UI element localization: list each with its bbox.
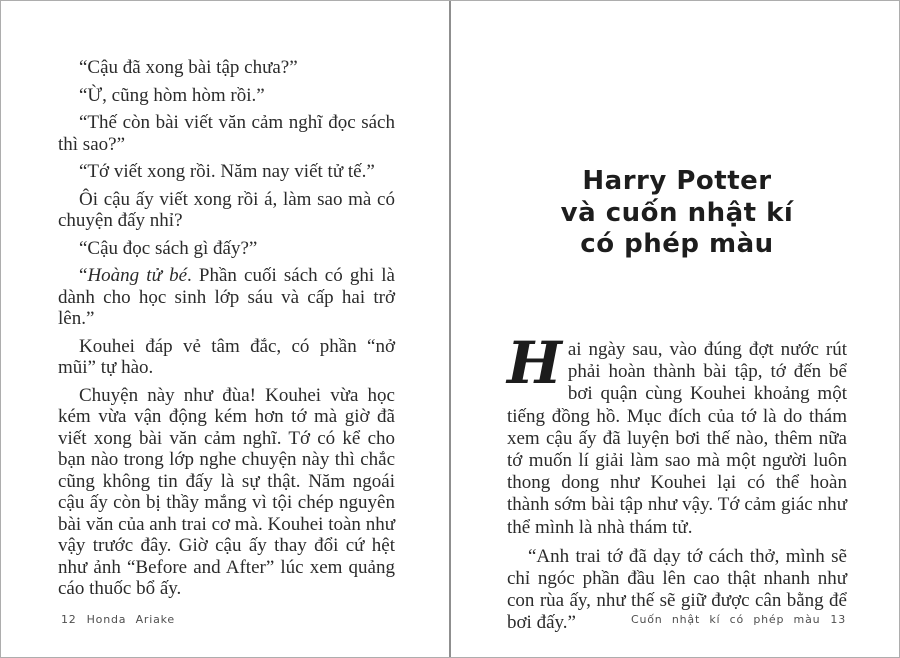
paragraph-text: “Cậu đọc sách gì đấy?” xyxy=(79,237,258,259)
page-divider-line xyxy=(449,1,451,657)
paragraph-text: “Tớ viết xong rồi. Năm nay viết tử tế.” xyxy=(79,161,375,182)
left-page-footer xyxy=(61,613,175,626)
right-page-text-block xyxy=(507,329,847,635)
paragraph-text: . Phần cuối sách có ghi là dành cho học sinh lớp sáu và cấp hai trở lên.” xyxy=(58,265,395,329)
paragraph xyxy=(58,385,395,600)
page-number: 12 xyxy=(61,613,77,626)
chapter-title-line: Harry Potter xyxy=(582,166,772,196)
paragraph-text: Ôi cậu ấy viết xong rồi á, làm sao mà có chuyện đấy nhỉ? xyxy=(58,188,395,231)
paragraph xyxy=(507,329,847,539)
paragraph xyxy=(58,57,395,79)
right-page-footer xyxy=(631,613,846,626)
drop-cap: H xyxy=(507,329,562,397)
paragraph-text: Chuyện này như đùa! Kouhei vừa học kém vừa vận động kém hơn tớ mà giờ đã viết xong bài văn cảm nghĩ. Tớ có kể cho bạn nào trong lớp nghe chuyện này thì chắc cũng không tin đấy là sự thật. Năm ngoái cậu ấy còn bị thầy mắng vì tội chép nguyên bài văn của anh trai cơ mà. Kouhei toàn như vậy trước đây. Giờ cậu ấy thay đổi cứ hệt như ảnh “Before and After” lúc xem quảng cáo thuốc bổ ấy. xyxy=(58,384,395,599)
paragraph-text: “Cậu đã xong bài tập chưa?” xyxy=(79,57,298,78)
right-page xyxy=(452,1,900,657)
paragraph-text: “Anh trai tớ đã dạy tớ cách thở, mình sẽ chỉ ngóc phần đầu lên cao thật nhanh như con rùa ấy, như thế sẽ giữ được cân bằng để bơi đấy.” xyxy=(507,545,847,634)
paragraph xyxy=(58,112,395,155)
paragraph-text: Kouhei đáp vẻ tâm đắc, có phần “nở mũi” tự hào. xyxy=(58,335,395,378)
paragraph-text: “Thế còn bài viết văn cảm nghĩ đọc sách thì sao?” xyxy=(58,112,395,155)
paragraph xyxy=(58,336,395,379)
left-page xyxy=(1,1,450,657)
book-title-italic: Hoàng tử bé xyxy=(87,265,188,286)
chapter-title xyxy=(507,166,847,261)
paragraph xyxy=(58,85,395,107)
running-footer-author: Honda Ariake xyxy=(86,613,175,626)
paragraph xyxy=(58,189,395,232)
chapter-title-line: và cuốn nhật kí xyxy=(560,197,794,228)
paragraph-text: ai ngày sau, vào đúng đợt nước rút phải hoàn thành bài tập, tớ đến bể bơi quận cùng Kouhei khoảng một tiếng đồng hồ. Mục đích của tớ là do thám xem cậu ấy đã luyện bơi thế nào, thêm nữa tớ muốn lí giải làm sao mà một người luôn thong dong như Kouhei lại có thể hoàn thành sớm bài tập như vậy. Tớ cảm giác như thể mình là nhà thám tử. xyxy=(507,339,847,538)
paragraph xyxy=(58,265,395,330)
paragraph xyxy=(58,238,395,260)
left-page-text-block xyxy=(58,57,395,606)
paragraph-text: “Ừ, cũng hòm hòm rồi.” xyxy=(79,84,265,106)
running-footer-chapter: Cuốn nhật kí có phép màu xyxy=(631,613,821,626)
page-number: 13 xyxy=(830,613,846,626)
quote-prefix: “ xyxy=(79,265,88,286)
chapter-title-line: có phép màu xyxy=(580,229,774,259)
paragraph xyxy=(58,161,395,183)
